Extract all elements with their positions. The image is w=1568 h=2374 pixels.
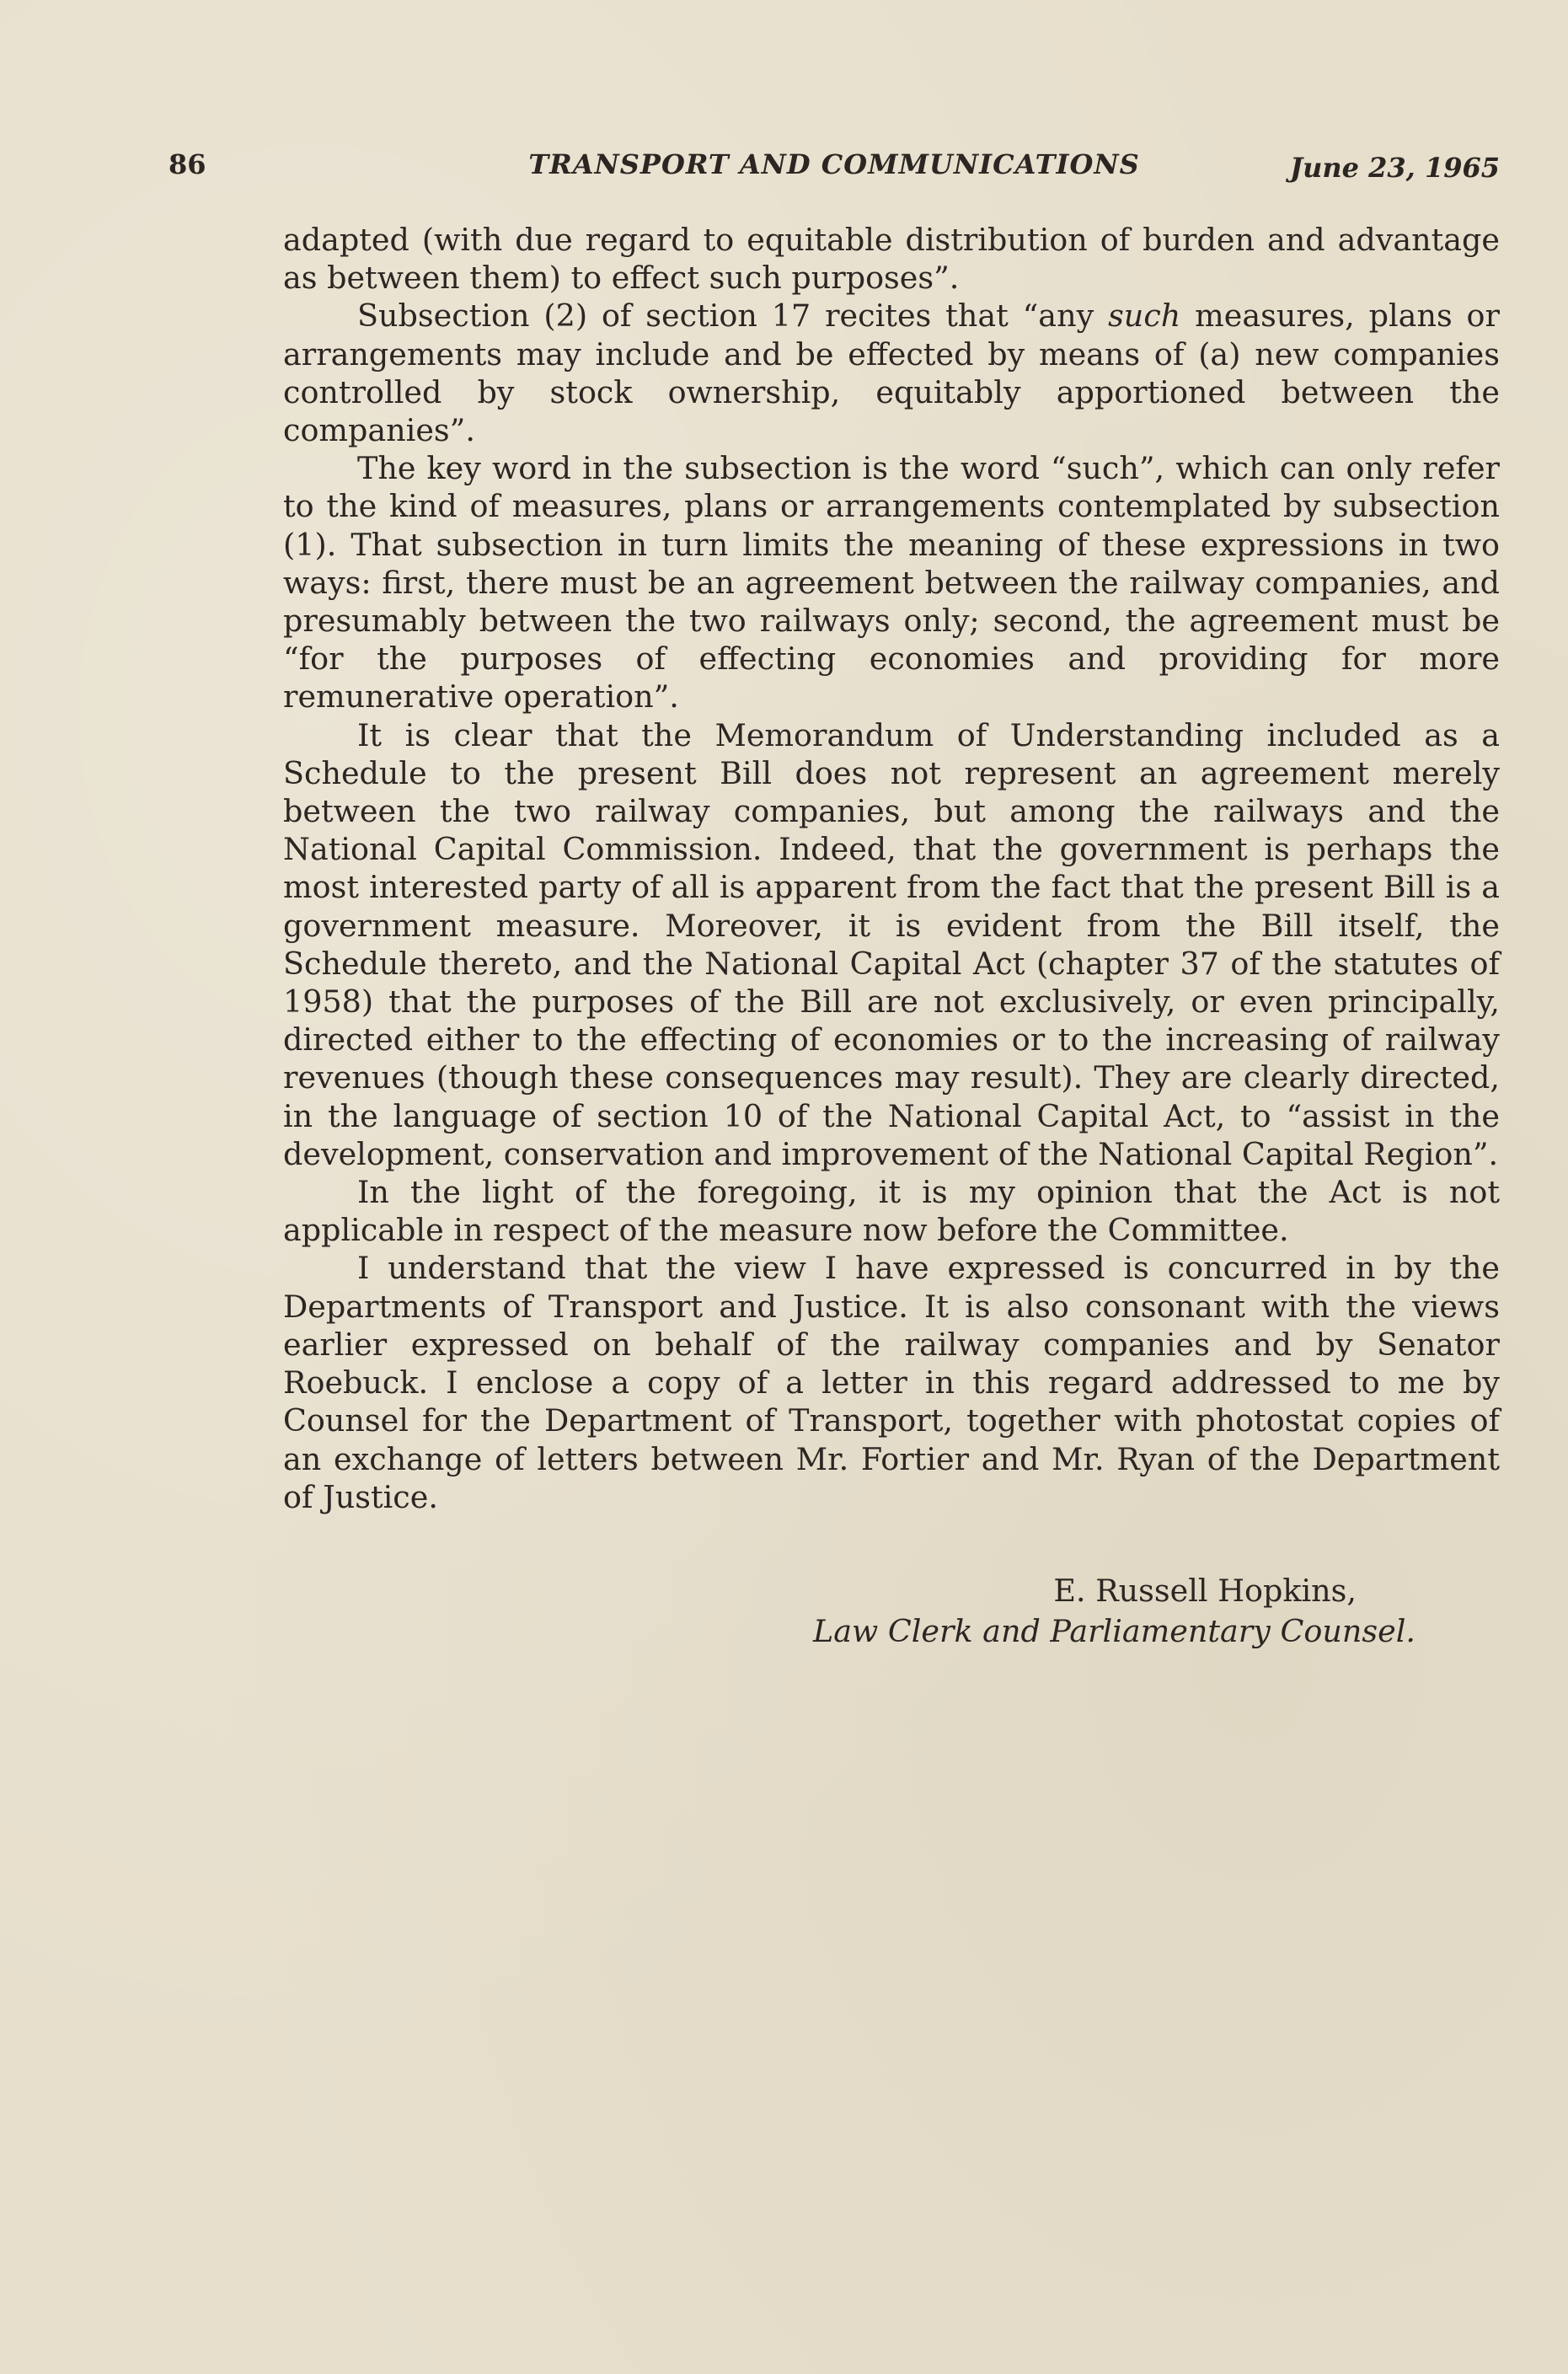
paragraph-1: adapted (with due regard to equitable distribution of burden and advantage as between them) to effect such purposes”. xyxy=(283,222,1500,297)
signatory-title: Law Clerk and Parliamentary Counsel. xyxy=(812,1613,1415,1649)
page-header xyxy=(169,148,1500,190)
page-number: 86 xyxy=(169,148,206,180)
paragraph-2-emphasis: such xyxy=(1108,297,1181,335)
header-date: June 23, 1965 xyxy=(1289,152,1500,184)
paragraph-2-text-a: Subsection (2) of section 17 recites that “any xyxy=(357,297,1109,335)
running-title: TRANSPORT AND COMMUNICATIONS xyxy=(528,148,1140,180)
paragraph-3: The key word in the subsection is the word “such”, which can only refer to the kind of measures, plans or arrangements contemplated by subsection (1). That subsection in turn limits the meaning of these expressions in two ways: first, there must be an agreement between the railway companies, and presumably between the two railways only; second, the agreement must be “for the purposes of effecting economies and providing for more remunerative operation”. xyxy=(283,450,1500,715)
paragraph-2-text-b: measures, plans or arrangements may include and be effected by means of (a) new companies controlled by stock ownership, equitably apportioned between the companies”. xyxy=(283,297,1500,449)
signatory-name: E. Russell Hopkins, xyxy=(1053,1573,1357,1609)
paragraph-2 xyxy=(283,297,1500,449)
paragraph-5: In the light of the foregoing, it is my opinion that the Act is not applicable in respect of the measure now before the Committee. xyxy=(283,1174,1500,1249)
body-text xyxy=(283,221,1500,1516)
paragraph-6: I understand that the view I have expressed is concurred in by the Departments of Transport and Justice. It is also consonant with the views earlier expressed on behalf of the railway companies and by Senator Roebuck. I enclose a copy of a letter in this regard addressed to me by Counsel for the Department of Transport, together with photostat copies of an exchange of letters between Mr. Fortier and Mr. Ryan of the Department of Justice. xyxy=(283,1250,1500,1515)
signature-block xyxy=(283,1571,1500,1652)
paragraph-4: It is clear that the Memorandum of Understanding included as a Schedule to the present Bill does not represent an agreement merely between the two railway companies, but among the railways and the National Capital Commission. Indeed, that the government is perhaps the most interested party of all is apparent from the fact that the present Bill is a government measure. Moreover, it is evident from the Bill itself, the Schedule thereto, and the National Capital Act (chapter 37 of the statutes of 1958) that the purposes of the Bill are not exclusively, or even principally, directed either to the effecting of economies or to the increasing of railway revenues (though these consequences may result). They are clearly directed, in the language of section 10 of the National Capital Act, to “assist in the development, conservation and improvement of the National Capital Region”. xyxy=(283,716,1500,1172)
